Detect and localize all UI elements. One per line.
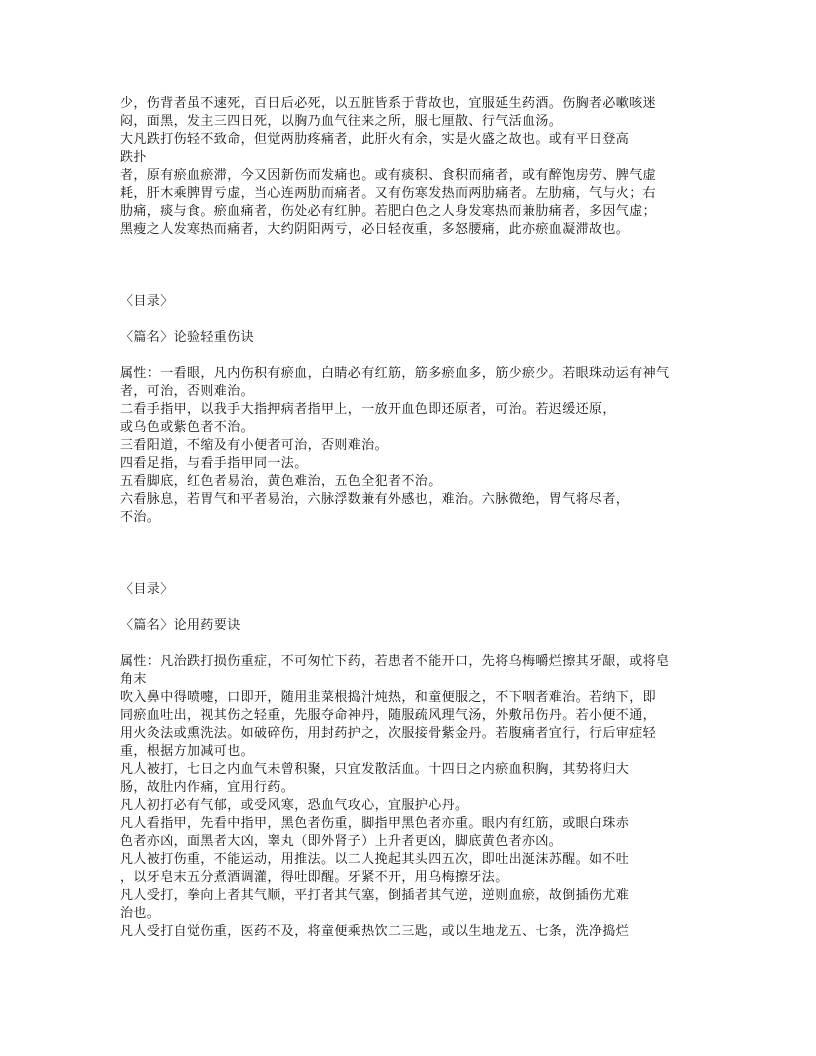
text-line: 耗，肝木乘脾胃亏虚，当心连两肋而痛者。又有伤寒发热而两肋痛者。左肋痛，气与火；右 bbox=[120, 186, 657, 201]
text-line: 凡人被打伤重，不能运动，用推法。以二人挽起其头四五次，即吐出涎沫苏醒。如不吐 bbox=[120, 852, 630, 867]
text-line: 属性：凡治跌打损伤重症，不可匆忙下药，若患者不能开口，先将乌梅嚼烂擦其牙龈，或将皂 bbox=[120, 654, 670, 669]
text-line: 角末 bbox=[120, 672, 147, 687]
text-line: 同瘀血吐出，视其伤之轻重，先服夺命神丹，随服疏风理气汤，外敷吊伤丹。若小便不通， bbox=[120, 708, 657, 723]
toc-link[interactable]: 〈目录〉 bbox=[120, 294, 174, 309]
text-line: 大凡跌打伤轻不致命，但觉两肋疼痛者，此肝火有余，实是火盛之故也。或有平日登高 bbox=[120, 132, 630, 147]
text-line: 凡人看指甲，先看中指甲，黑色者伤重，脚指甲黑色者亦重。眼内有红筋，或眼白珠赤 bbox=[120, 816, 630, 831]
text-line: 凡人受打，拳向上者其气顺，平打者其气塞，倒插者其气逆，逆则血瘀，故倒插伤尤难 bbox=[120, 888, 630, 903]
text-line: 吹入鼻中得喷嚏，口即开，随用韭菜根捣汁炖热，和童便服之，不下咽者难治。若纳下，即 bbox=[120, 690, 657, 705]
text-line: 属性：一看眼，凡内伤积有瘀血，白睛必有红筋，筋多瘀血多，筋少瘀少。若眼珠动运有神气 bbox=[120, 366, 670, 381]
text-line: 少，伤背者虽不速死，百日后必死，以五脏皆系于背故也，宜服延生药酒。伤胸者必嗽咳迷 bbox=[120, 96, 657, 111]
text-line: 四看足指，与看手指甲同一法。 bbox=[120, 456, 308, 471]
text-line: 三看阳道，不缩及有小便者可治，否则难治。 bbox=[120, 438, 389, 453]
section-title: 〈篇名〉论用药要诀 bbox=[120, 618, 241, 633]
text-line: 或乌色或紫色者不治。 bbox=[120, 420, 255, 435]
text-line: 者，原有瘀血瘀滞，今又因新伤而发痛也。或有痰积、食积而痛者，或有醉饱房劳、脾气虚 bbox=[120, 168, 657, 183]
section-title: 〈篇名〉论验轻重伤诀 bbox=[120, 330, 255, 345]
paragraph-block-1 bbox=[120, 95, 710, 239]
toc-link[interactable]: 〈目录〉 bbox=[120, 582, 174, 597]
document-page bbox=[120, 95, 710, 941]
text-line: 六看脉息，若胃气和平者易治，六脉浮数兼有外感也，难治。六脉微绝，胃气将尽者， bbox=[120, 492, 630, 507]
text-line: 凡人受打自觉伤重，医药不及，将童便乘热饮二三匙，或以生地龙五、七条，洗净捣烂 bbox=[120, 924, 630, 939]
text-line: 肋痛，痰与食。瘀血痛者，伤处必有红肿。若肥白色之人身发寒热而兼肋痛者，多因气虚； bbox=[120, 204, 657, 219]
paragraph-block-2 bbox=[120, 365, 710, 527]
text-line: 五看脚底，红色者易治，黄色难治，五色全犯者不治。 bbox=[120, 474, 442, 489]
paragraph-block-3 bbox=[120, 653, 710, 941]
text-line: 不治。 bbox=[120, 510, 161, 525]
text-line: 用火灸法或熏洗法。如破碎伤，用封药护之，次服接骨紫金丹。若腹痛者宜行，行后审症轻 bbox=[120, 726, 657, 741]
text-line: 者，可治，否则难治。 bbox=[120, 384, 255, 399]
text-line: 凡人初打必有气郁，或受风寒，恐血气攻心，宜服护心丹。 bbox=[120, 798, 469, 813]
text-line: 重，根据方加减可也。 bbox=[120, 744, 255, 759]
text-line: 黑瘦之人发寒热而痛者，大约阴阳两亏，必日轻夜重，多怒腰痛，此亦瘀血凝滞故也。 bbox=[120, 222, 630, 237]
text-line: 肠，故肚内作痛，宜用行药。 bbox=[120, 780, 295, 795]
text-line: 色者亦凶，面黑者大凶，睾丸（即外肾子）上升者更凶，脚底黄色者亦凶。 bbox=[120, 834, 563, 849]
text-line: 二看手指甲，以我手大指押病者指甲上，一放开血色即还原者，可治。若迟缓还原， bbox=[120, 402, 616, 417]
text-line: 跌扑 bbox=[120, 150, 147, 165]
text-line: ，以牙皂末五分煮酒调灌，得吐即醒。牙紧不开，用乌梅擦牙法。 bbox=[120, 870, 509, 885]
text-line: 治也。 bbox=[120, 906, 161, 921]
text-line: 闷，面黑，发主三四日死，以胸乃血气往来之所，服七厘散、行气活血汤。 bbox=[120, 114, 563, 129]
text-line: 凡人被打，七日之内血气未曾积聚，只宜发散活血。十四日之内瘀血积胸，其势将归大 bbox=[120, 762, 630, 777]
